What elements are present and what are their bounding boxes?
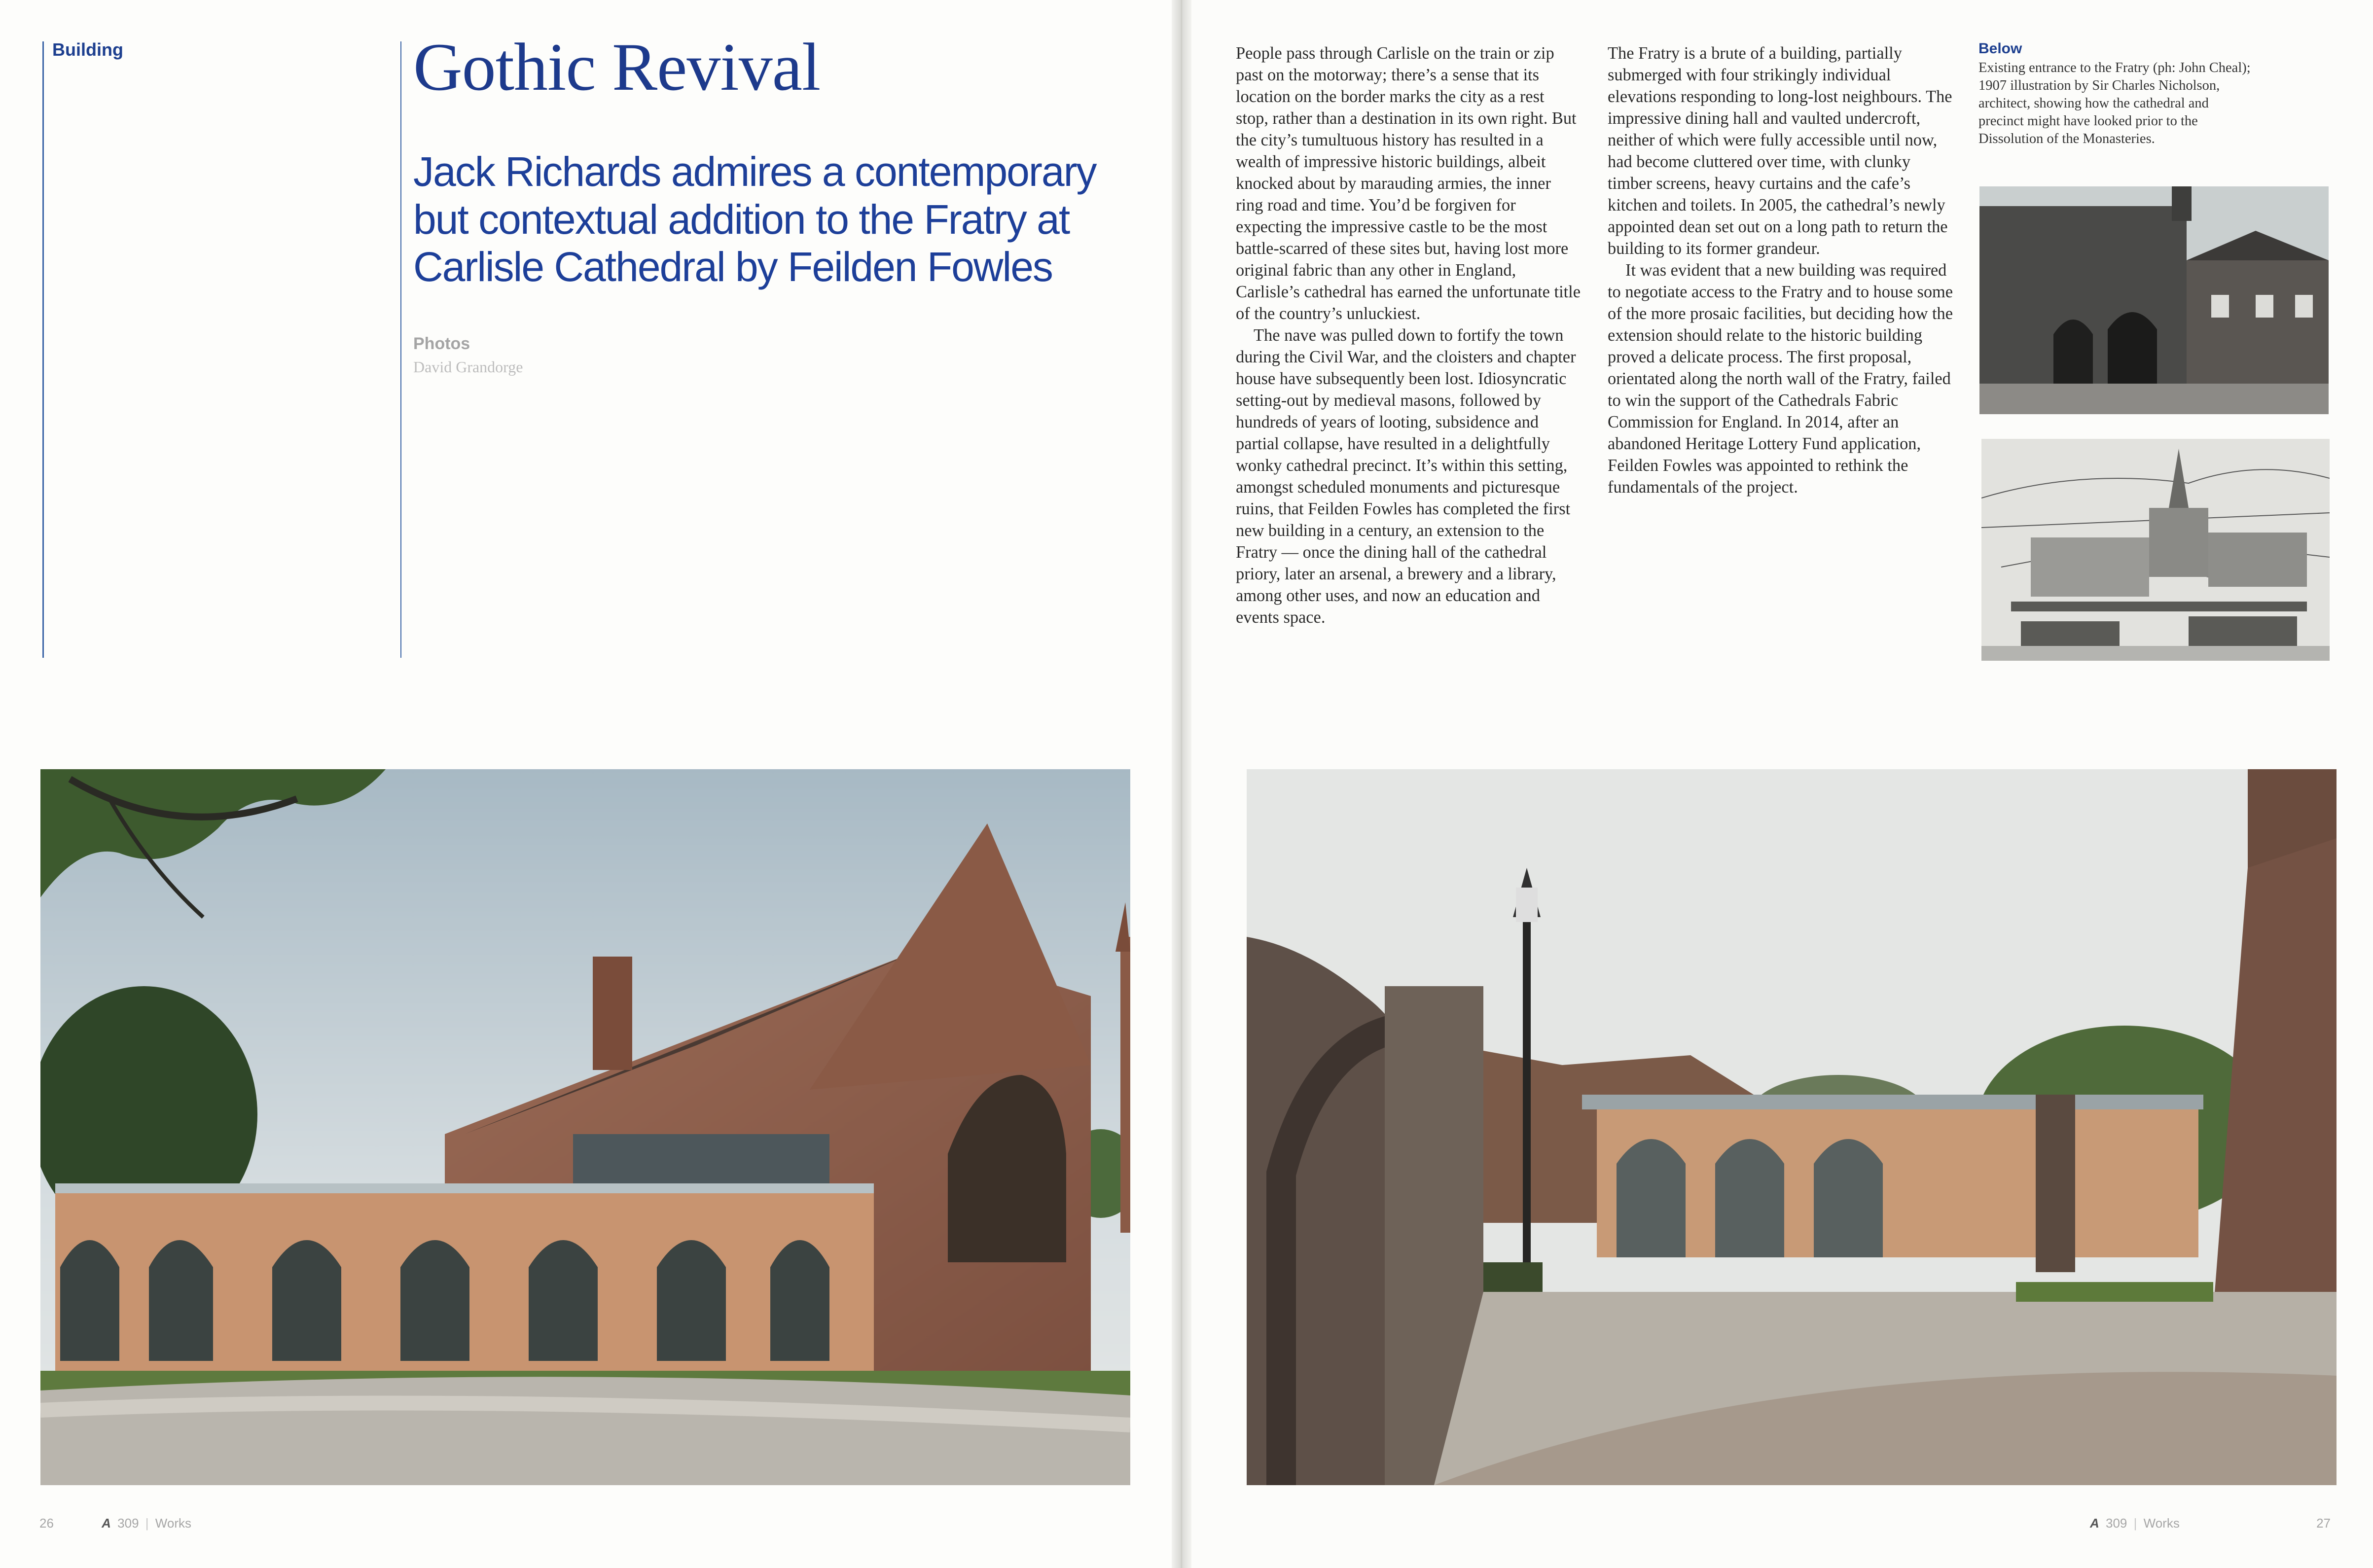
- body-paragraph: The Fratry is a brute of a building, partially submerged with four strikingly individual elevations responding to long-lost neighbours. The impressive dining hall and vaulted undercroft, neither of which were fully accessible until now, had become cluttered over time, with clunky timber screens, heavy curtains and the cafe’s kitchen and toilets. In 2005, the cathedral’s newly appointed dean set out on a long path to return the building to its former grandeur.: [1608, 44, 1952, 258]
- magazine-logo-icon: A: [2090, 1516, 2099, 1531]
- folio-separator: |: [2133, 1516, 2137, 1531]
- section-rule: [42, 41, 44, 658]
- spine-gutter: [1172, 0, 1191, 1568]
- article-title: Gothic Revival: [413, 29, 821, 105]
- left-page: [0, 0, 1174, 1568]
- magazine-logo-icon: A: [102, 1516, 111, 1531]
- body-column-1: [1236, 42, 1581, 628]
- existing-entrance-photo: [1979, 186, 2329, 414]
- caption-label: Below: [1978, 40, 2022, 57]
- title-rule: [400, 41, 401, 658]
- page-folio-left: [39, 1516, 191, 1531]
- body-column-2: [1608, 42, 1957, 498]
- page-number: 27: [2316, 1516, 2331, 1531]
- body-paragraph: The nave was pulled down to fortify the town during the Civil War, and the cloisters and chapter house have subsequently been lost. Idiosyncratic setting-out by medieval masons, followed by hundreds of years of looting, subsidence and partial collapse, have resulted in a delightfully wonky cathedral precinct. It’s within this setting, amongst scheduled monuments and picturesque ruins, that Feilden Fowles has completed the first new building in a century, an extension to the Fratry — once the dining hall of the cathedral priory, later an arsenal, a brewery and a library, among other uses, and now an education and events space.: [1236, 326, 1576, 627]
- fratry-extension-photo: [40, 769, 1130, 1485]
- body-paragraph: People pass through Carlisle on the train or zip past on the motorway; there’s a sense that its location on the border marks the city as a rest stop, rather than a destination in its own right. But the city’s tumultuous history has resulted in a wealth of impressive historic buildings, albeit knocked about by marauding armies, the inner ring road and time. You’d be forgiven for expecting the impressive castle to be the most battle-scarred of these sites but, having lost more original fabric than any other in England, Carlisle’s cathedral has earned the unfortunate title of the country’s unluckiest.: [1236, 44, 1581, 323]
- page-folio-right: [2090, 1516, 2331, 1531]
- issue-number: 309: [117, 1516, 139, 1531]
- body-paragraph: It was evident that a new building was required to negotiate access to the Fratry and to house some of the more prosaic facilities, but deciding how the extension should relate to the historic building proved a delicate process. The first proposal, orientated along the north wall of the Fratry, failed to win the support of the Cathedrals Fabric Commission for England. In 2014, after an abandoned Heritage Lottery Fund application, Feilden Fowles was appointed to rethink the fundamentals of the project.: [1608, 261, 1953, 497]
- section-label: Building: [52, 39, 123, 60]
- article-standfirst: Jack Richards admires a contemporary but contextual addition to the Fratry at Carlisle Cathedral by Feilden Fowles: [413, 148, 1096, 290]
- photographer-name: David Grandorge: [413, 358, 523, 376]
- page-number: 26: [39, 1516, 54, 1531]
- historic-illustration-image: [1981, 439, 2330, 661]
- photos-label: Photos: [413, 334, 470, 353]
- issue-number: 309: [2106, 1516, 2127, 1531]
- folio-section: Works: [2143, 1516, 2180, 1531]
- caption-text: Existing entrance to the Fratry (ph: John Cheal); 1907 illustration by Sir Charles Nicholson, architect, showing how the cathedral and precinct might have looked prior to the Dissolution of the Monasteries.: [1978, 60, 2251, 146]
- folio-section: Works: [155, 1516, 191, 1531]
- fratry-arcade-view-photo: [1247, 769, 2337, 1485]
- folio-separator: |: [145, 1516, 149, 1531]
